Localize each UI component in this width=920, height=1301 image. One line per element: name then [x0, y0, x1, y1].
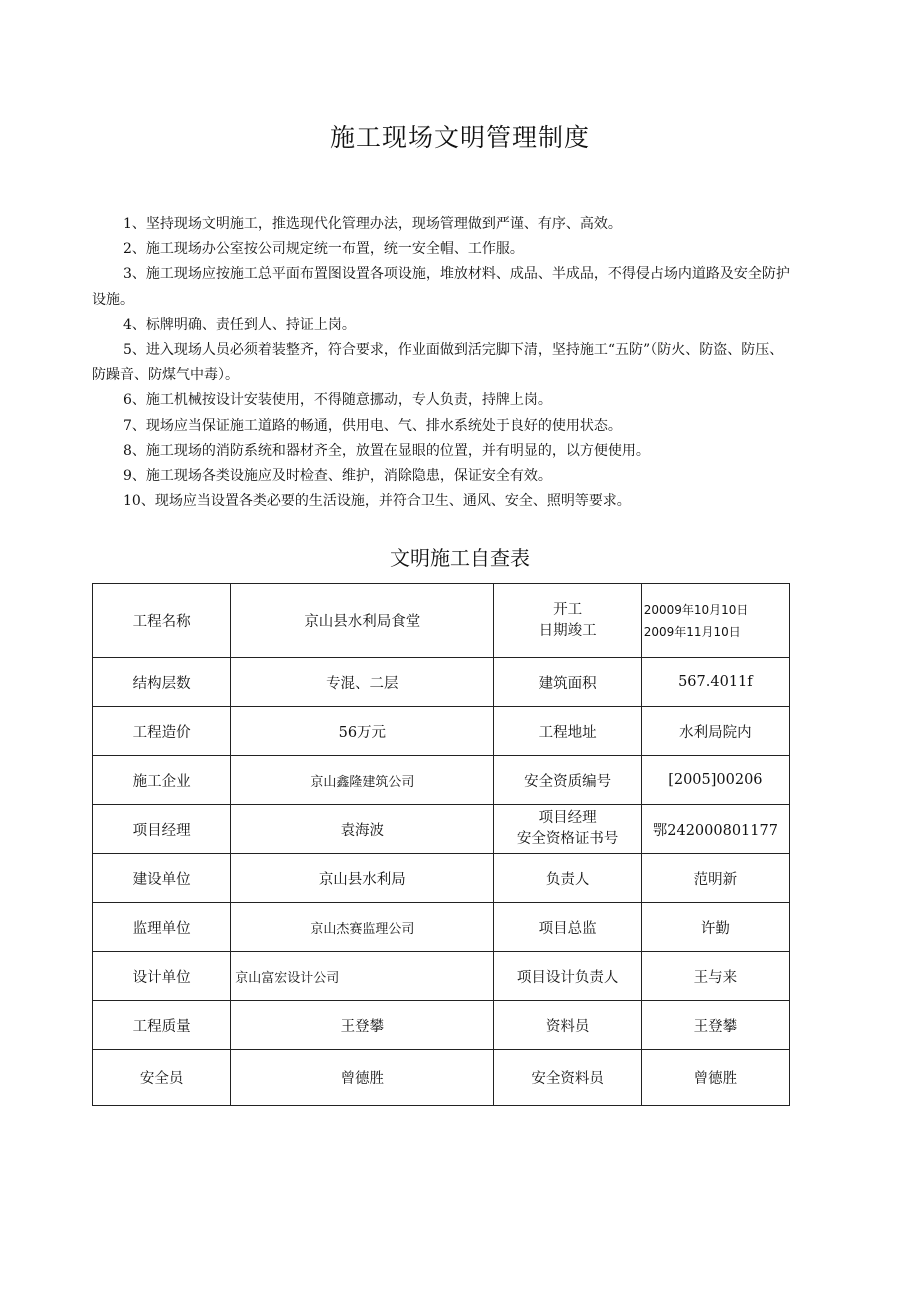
table-title: 文明施工自查表: [390, 546, 530, 570]
rule-item: 1、坚持现场文明施工，推选现代化管理办法，现场管理做到严谨、有序、高效。: [123, 216, 622, 232]
field-value: 京山鑫隆建筑公司: [231, 756, 494, 805]
field-label: 工程质量: [93, 1001, 231, 1050]
self-check-table: [92, 583, 790, 1106]
table-row: [93, 756, 790, 805]
field-label: 施工企业: [93, 756, 231, 805]
field-value: [2005]00206: [641, 756, 789, 805]
field-value: 袁海波: [231, 805, 494, 854]
start-date: 20009年10月10日: [643, 602, 749, 617]
field-value: 王与来: [641, 952, 789, 1001]
field-label-line: 开工: [553, 601, 583, 618]
rule-item: 9、施工现场各类设施应及时检查、维护，消除隐患，保证安全有效。: [123, 468, 552, 485]
field-label: 工程造价: [93, 707, 231, 756]
field-value: 56万元: [231, 707, 494, 756]
table-row: [93, 584, 790, 658]
table-row: [93, 658, 790, 707]
field-value: 京山县水利局: [231, 854, 494, 903]
field-value: 王登攀: [641, 1001, 789, 1050]
document-title: 施工现场文明管理制度: [329, 123, 590, 152]
field-label: 建设单位: [93, 854, 231, 903]
field-value: 鄂242000801177: [641, 805, 789, 854]
field-value: 许勤: [641, 903, 789, 952]
field-label: 项目设计负责人: [494, 952, 641, 1001]
field-label: 安全资料员: [494, 1050, 641, 1106]
field-value: 专混、二层: [231, 658, 494, 707]
field-value: 京山杰赛监理公司: [231, 903, 494, 952]
field-value: 王登攀: [231, 1001, 494, 1050]
field-value: 曾德胜: [231, 1050, 494, 1106]
table-row: [93, 805, 790, 854]
field-label: 安全员: [93, 1050, 231, 1106]
field-label-line: 项目经理: [538, 810, 597, 826]
rule-item: 10、现场应当设置各类必要的生活设施，并符合卫生、通风、安全、照明等要求。: [123, 493, 631, 510]
rule-item: 8、施工现场的消防系统和器材齐全，放置在显眼的位置，并有明显的，以方便使用。: [123, 442, 650, 459]
rule-item: 5、进入现场人员必须着装整齐，符合要求，作业面做到活完脚下清，坚持施工“五防”（防火、防盗、防压、防躁音、防煤气中毒）。: [92, 342, 784, 384]
table-row: [93, 707, 790, 756]
field-label: 建筑面积: [494, 658, 641, 707]
rule-item: 6、施工机械按设计安装使用，不得随意挪动，专人负责，持牌上岗。: [123, 392, 552, 409]
field-label-line: 安全资格证书号: [516, 831, 619, 847]
field-value: 水利局院内: [641, 707, 789, 756]
field-label: 监理单位: [93, 903, 231, 952]
field-label: 项目总监: [494, 903, 641, 952]
field-label: 结构层数: [93, 658, 231, 707]
field-label: 项目经理: [93, 805, 231, 854]
table-row: [93, 903, 790, 952]
field-label: 资料员: [494, 1001, 641, 1050]
field-label-line: 日期竣工: [538, 622, 597, 639]
end-date: 2009年11月10日: [643, 624, 741, 639]
field-value: 567.4011f: [641, 658, 789, 707]
field-label: 工程名称: [93, 584, 231, 658]
table-row: [93, 952, 790, 1001]
rule-item: 3、施工现场应按施工总平面布置图设置各项设施，堆放材料、成品、半成品，不得侵占场内道路及安全防护设施。: [92, 266, 790, 308]
table-row: [93, 1001, 790, 1050]
field-value: 范明新: [641, 854, 789, 903]
field-label: 安全资质编号: [494, 756, 641, 805]
field-label: [494, 805, 641, 854]
field-value: 京山富宏设计公司: [231, 952, 494, 1001]
table-row: [93, 854, 790, 903]
field-label: 负责人: [494, 854, 641, 903]
field-value: [641, 584, 789, 658]
rule-item: 4、标牌明确、责任到人、持证上岗。: [123, 316, 356, 333]
field-label: [494, 584, 641, 658]
rule-item: 7、现场应当保证施工道路的畅通，供用电、气、排水系统处于良好的使用状态。: [123, 417, 622, 434]
table-row: [93, 1050, 790, 1106]
field-label: 设计单位: [93, 952, 231, 1001]
field-value: 曾德胜: [641, 1050, 789, 1106]
field-label: 工程地址: [494, 707, 641, 756]
rule-item: 2、施工现场办公室按公司规定统一布置，统一安全帽、工作服。: [123, 241, 524, 258]
field-value: 京山县水利局食堂: [231, 584, 494, 658]
rules-list: [92, 212, 792, 514]
